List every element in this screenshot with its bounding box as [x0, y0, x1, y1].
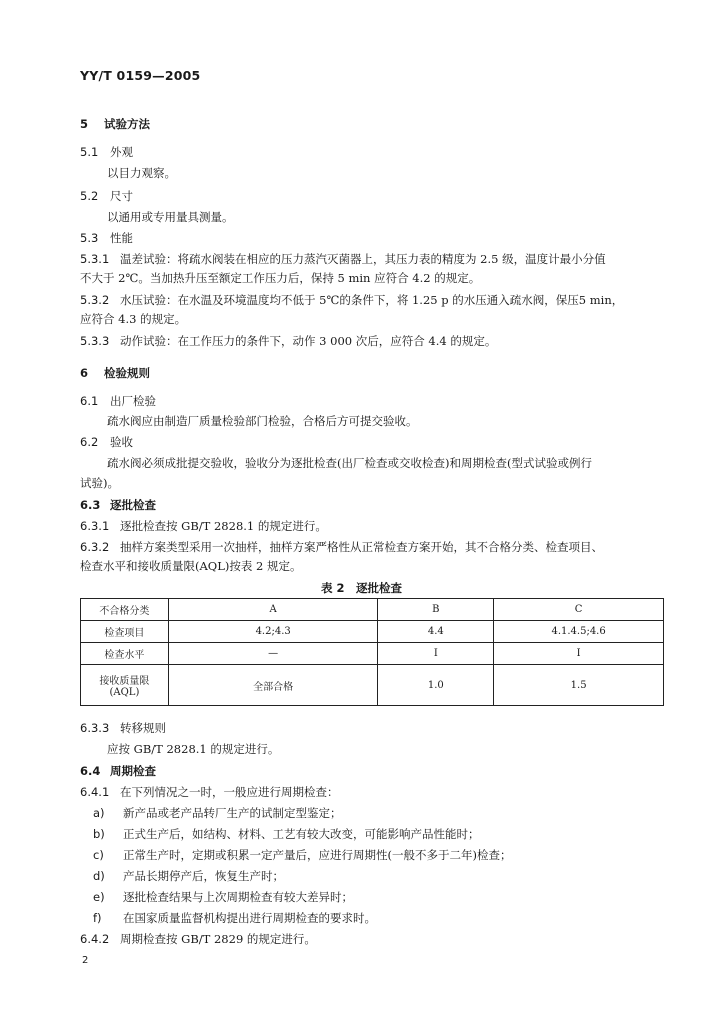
section-6-4-2: 6.4.2 周期检查按 GB/T 2829 的规定进行。 — [80, 932, 316, 946]
table-cell: A — [168, 599, 378, 621]
table-cell: Ⅰ — [494, 643, 664, 665]
table-cell: 4.4 — [378, 621, 494, 643]
section-5-3-2-line1: 5.3.2 水压试验：在水温及环境温度均不低于 5℃的条件下，将 1.25 p 的水压通入疏水阀，保压5 min， — [80, 293, 624, 307]
section-5-2-heading: 5.2 尺寸 — [80, 189, 133, 203]
section-5-1-text: 以目力观察。 — [107, 166, 176, 180]
table-cell: 1.0 — [378, 665, 494, 706]
table-cell: 4.1.4.5;4.6 — [494, 621, 664, 643]
table-cell: 4.2;4.3 — [168, 621, 378, 643]
section-6-4-1: 6.4.1 在下列情况之一时，一般应进行周期检查： — [80, 785, 339, 799]
section-5-3-1-line1: 5.3.1 温差试验：将疏水阀装在相应的压力蒸汽灭菌器上，其压力表的精度为 2.5 级，温度计最小分值 — [80, 252, 606, 266]
table-2-caption: 表 2 逐批检查 — [320, 581, 402, 595]
table-2 — [80, 598, 664, 706]
list-item: a) 新产品或老产品转厂生产的试制定型鉴定； — [93, 806, 342, 820]
section-5-3-2-line2: 应符合 4.3 的规定。 — [80, 312, 187, 326]
section-6-3-heading: 6.3 逐批检查 — [80, 498, 156, 512]
section-5-heading: 5 试验方法 — [80, 117, 150, 131]
section-6-1-heading: 6.1 出厂检验 — [80, 394, 156, 408]
table-cell-line: 接收质量限 — [99, 676, 150, 687]
table-cell: 不合格分类 — [81, 599, 169, 621]
table-cell: B — [378, 599, 494, 621]
table-cell: Ⅰ — [378, 643, 494, 665]
section-5-1-heading: 5.1 外观 — [80, 145, 133, 159]
section-5-3-3: 5.3.3 动作试验：在工作压力的条件下，动作 3 000 次后，应符合 4.4 的规定。 — [80, 334, 497, 348]
section-6-2-heading: 6.2 验收 — [80, 435, 133, 449]
list-item: f) 在国家质量监督机构提出进行周期检查的要求时。 — [93, 911, 376, 925]
section-5-3-1-line2: 不大于 2℃。当加热升压至额定工作压力后，保持 5 min 应符合 4.2 的规定。 — [80, 271, 481, 285]
section-6-3-3-heading: 6.3.3 转移规则 — [80, 721, 166, 735]
table-row — [81, 665, 664, 706]
section-6-1-text: 疏水阀应由制造厂质量检验部门检验，合格后方可提交验收。 — [107, 414, 418, 428]
page-number: 2 — [82, 955, 89, 966]
table-cell: 1.5 — [494, 665, 664, 706]
section-6-4-heading: 6.4 周期检查 — [80, 764, 156, 778]
section-6-2-line2: 试验)。 — [80, 476, 119, 490]
table-cell: 检查水平 — [81, 643, 169, 665]
list-item: e) 逐批检查结果与上次周期检查有较大差异时； — [93, 890, 353, 904]
table-cell: — — [168, 643, 378, 665]
table-cell-line: (AQL) — [109, 687, 140, 698]
section-6-heading: 6 检验规则 — [80, 366, 150, 380]
list-item: c) 正常生产时，定期或积累一定产量后，应进行周期性(一般不多于二年)检查； — [93, 848, 512, 862]
table-cell: 检查项目 — [81, 621, 169, 643]
list-item: d) 产品长期停产后，恢复生产时； — [93, 869, 284, 883]
section-6-2-line1: 疏水阀必须成批提交验收，验收分为逐批检查(出厂检查或交收检查)和周期检查(型式试验或例行 — [107, 456, 592, 470]
section-6-3-2-line2: 检查水平和接收质量限(AQL)按表 2 规定。 — [80, 559, 302, 573]
table-row — [81, 621, 664, 643]
list-item: b) 正式生产后，如结构、材料、工艺有较大改变，可能影响产品性能时； — [93, 827, 480, 841]
table-row — [81, 643, 664, 665]
section-6-3-1: 6.3.1 逐批检查按 GB/T 2828.1 的规定进行。 — [80, 519, 327, 533]
document-number: YY/T 0159—2005 — [80, 68, 201, 83]
section-6-3-2-line1: 6.3.2 抽样方案类型采用一次抽样，抽样方案严格性从正常检查方案开始，其不合格分类、检查项目、 — [80, 540, 603, 554]
table-cell: C — [494, 599, 664, 621]
table-cell: 全部合格 — [168, 665, 378, 706]
section-5-3-heading: 5.3 性能 — [80, 231, 133, 245]
section-5-2-text: 以通用或专用量具测量。 — [107, 210, 234, 224]
table-row — [81, 599, 664, 621]
section-6-3-3-text: 应按 GB/T 2828.1 的规定进行。 — [107, 742, 280, 756]
table-cell — [81, 665, 169, 706]
